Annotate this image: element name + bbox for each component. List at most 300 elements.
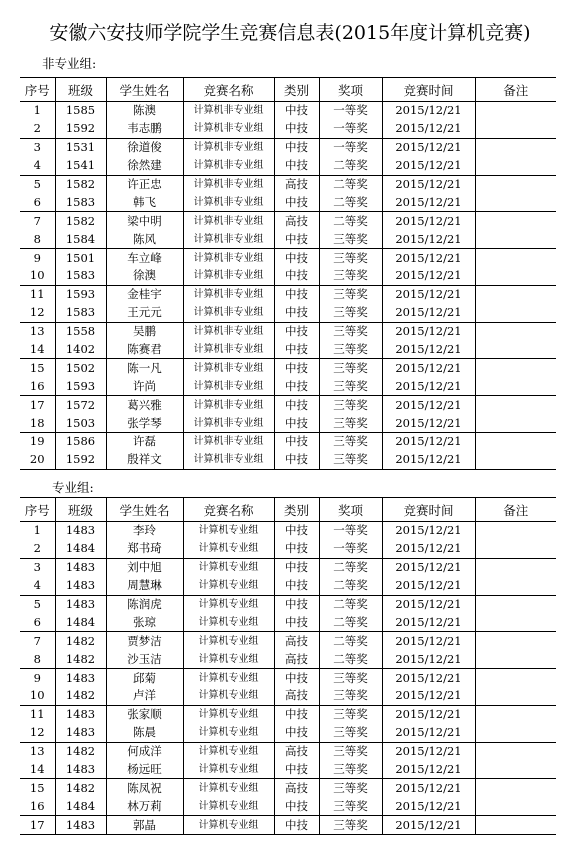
award-cell: 三等奖 bbox=[319, 377, 382, 395]
date-cell: 2015/12/21 bbox=[382, 212, 475, 230]
seq-cell: 8 bbox=[20, 650, 55, 668]
seq-cell: 20 bbox=[20, 451, 55, 469]
seq-cell: 5 bbox=[33, 177, 41, 191]
competition-cell: 计算机专业组 bbox=[183, 577, 274, 595]
remarks-cell bbox=[475, 157, 556, 175]
category-cell: 中技 bbox=[274, 359, 319, 377]
award-cell: 二等奖 bbox=[319, 193, 382, 211]
category-cell: 中技 bbox=[274, 433, 319, 451]
award-cell: 二等奖 bbox=[319, 175, 382, 193]
competition-cell: 计算机非专业组 bbox=[183, 451, 274, 469]
competition-cell: 计算机专业组 bbox=[183, 522, 274, 540]
date-cell: 2015/12/21 bbox=[382, 540, 475, 558]
category-cell: 中技 bbox=[274, 724, 319, 742]
name-cell: 周慧琳 bbox=[106, 577, 183, 595]
header-row bbox=[20, 498, 556, 522]
competition-cell: 计算机非专业组 bbox=[183, 285, 274, 303]
award-cell: 二等奖 bbox=[319, 157, 382, 175]
date-cell: 2015/12/21 bbox=[382, 632, 475, 650]
date-cell: 2015/12/21 bbox=[382, 816, 475, 835]
table-row bbox=[20, 433, 556, 451]
name-cell: 郭晶 bbox=[106, 816, 183, 835]
remarks-cell bbox=[475, 212, 556, 230]
table-row bbox=[20, 742, 556, 760]
category-cell: 中技 bbox=[274, 595, 319, 613]
award-cell: 一等奖 bbox=[319, 522, 382, 540]
category-cell: 中技 bbox=[274, 249, 319, 267]
date-cell: 2015/12/21 bbox=[382, 797, 475, 815]
remarks-cell bbox=[475, 650, 556, 668]
name-cell: 葛兴雅 bbox=[106, 396, 183, 414]
name-cell: 张学琴 bbox=[106, 414, 183, 432]
seq-cell: 11 bbox=[29, 707, 45, 722]
table-row bbox=[20, 341, 556, 359]
date-cell: 2015/12/21 bbox=[382, 377, 475, 395]
seq-cell: 5 bbox=[33, 597, 41, 611]
name-cell: 陈澳 bbox=[106, 102, 183, 120]
remarks-cell bbox=[475, 797, 556, 815]
date-cell: 2015/12/21 bbox=[382, 341, 475, 359]
category-cell: 中技 bbox=[274, 761, 319, 779]
name-cell: 徐澳 bbox=[106, 267, 183, 285]
class-cell: 1483 bbox=[55, 522, 106, 540]
seq-cell: 19 bbox=[29, 434, 45, 449]
date-cell: 2015/12/21 bbox=[382, 724, 475, 742]
table-row bbox=[20, 175, 556, 193]
class-cell: 1585 bbox=[55, 102, 106, 120]
category-cell: 中技 bbox=[274, 138, 319, 156]
remarks-cell bbox=[475, 669, 556, 687]
award-cell: 一等奖 bbox=[319, 102, 382, 120]
remarks-cell bbox=[475, 230, 556, 248]
remarks-cell bbox=[475, 433, 556, 451]
award-cell: 三等奖 bbox=[319, 322, 382, 340]
remarks-cell bbox=[475, 193, 556, 211]
table-row bbox=[20, 779, 556, 797]
table-row bbox=[20, 377, 556, 395]
header-cell: 竞赛名称 bbox=[183, 78, 274, 102]
name-cell: 张家顺 bbox=[106, 705, 183, 723]
class-cell: 1582 bbox=[55, 175, 106, 193]
award-cell: 三等奖 bbox=[319, 742, 382, 760]
remarks-cell bbox=[475, 540, 556, 558]
award-cell: 三等奖 bbox=[319, 669, 382, 687]
competition-cell: 计算机专业组 bbox=[183, 724, 274, 742]
remarks-cell bbox=[475, 613, 556, 631]
award-cell: 三等奖 bbox=[319, 761, 382, 779]
seq-cell: 13 bbox=[29, 324, 45, 339]
date-cell: 2015/12/21 bbox=[382, 779, 475, 797]
category-cell: 高技 bbox=[274, 650, 319, 668]
award-cell: 二等奖 bbox=[319, 577, 382, 595]
remarks-cell bbox=[475, 451, 556, 469]
award-cell: 三等奖 bbox=[319, 341, 382, 359]
name-cell: 陈润虎 bbox=[106, 595, 183, 613]
seq-cell: 9 bbox=[33, 250, 41, 265]
name-cell: 徐道俊 bbox=[106, 138, 183, 156]
document-title: 安徽六安技师学院学生竞赛信息表(2015年度计算机竞赛) bbox=[49, 22, 531, 44]
class-cell: 1483 bbox=[55, 577, 106, 595]
award-cell: 三等奖 bbox=[319, 359, 382, 377]
remarks-cell bbox=[475, 687, 556, 705]
table-row bbox=[20, 267, 556, 285]
category-cell: 中技 bbox=[274, 396, 319, 414]
date-cell: 2015/12/21 bbox=[382, 175, 475, 193]
seq-cell: 18 bbox=[20, 414, 55, 432]
award-cell: 二等奖 bbox=[319, 595, 382, 613]
non-major-table bbox=[20, 77, 556, 470]
remarks-cell bbox=[475, 138, 556, 156]
date-cell: 2015/12/21 bbox=[382, 761, 475, 779]
competition-cell: 计算机专业组 bbox=[183, 687, 274, 705]
table-row bbox=[20, 816, 556, 835]
table-row bbox=[20, 157, 556, 175]
class-cell: 1484 bbox=[55, 613, 106, 631]
name-cell: 郑书琦 bbox=[106, 540, 183, 558]
category-cell: 中技 bbox=[274, 102, 319, 120]
seq-cell: 2 bbox=[20, 540, 55, 558]
table-row bbox=[20, 558, 556, 576]
name-cell: 许尚 bbox=[106, 377, 183, 395]
competition-cell: 计算机非专业组 bbox=[183, 377, 274, 395]
header-cell: 奖项 bbox=[319, 78, 382, 102]
name-cell: 陈赛君 bbox=[106, 341, 183, 359]
category-cell: 中技 bbox=[274, 705, 319, 723]
class-cell: 1502 bbox=[55, 359, 106, 377]
competition-cell: 计算机非专业组 bbox=[183, 359, 274, 377]
competition-cell: 计算机专业组 bbox=[183, 558, 274, 576]
date-cell: 2015/12/21 bbox=[382, 193, 475, 211]
table-row bbox=[20, 540, 556, 558]
award-cell: 二等奖 bbox=[319, 558, 382, 576]
category-cell: 高技 bbox=[274, 742, 319, 760]
seq-cell: 16 bbox=[20, 377, 55, 395]
category-cell: 中技 bbox=[274, 230, 319, 248]
category-cell: 中技 bbox=[274, 322, 319, 340]
award-cell: 三等奖 bbox=[319, 267, 382, 285]
award-cell: 一等奖 bbox=[319, 120, 382, 138]
date-cell: 2015/12/21 bbox=[382, 249, 475, 267]
table-row bbox=[20, 724, 556, 742]
name-cell: 吴鹏 bbox=[106, 322, 183, 340]
seq-cell: 3 bbox=[33, 140, 41, 155]
name-cell: 陈风 bbox=[106, 230, 183, 248]
header-cell: 类别 bbox=[274, 78, 319, 102]
category-cell: 中技 bbox=[274, 341, 319, 359]
award-cell: 三等奖 bbox=[319, 304, 382, 322]
date-cell: 2015/12/21 bbox=[382, 138, 475, 156]
award-cell: 二等奖 bbox=[319, 632, 382, 650]
name-cell: 许正忠 bbox=[106, 175, 183, 193]
class-cell: 1482 bbox=[55, 742, 106, 760]
competition-cell: 计算机非专业组 bbox=[183, 322, 274, 340]
seq-cell: 15 bbox=[29, 360, 45, 375]
date-cell: 2015/12/21 bbox=[382, 705, 475, 723]
seq-cell: 6 bbox=[20, 613, 55, 631]
category-cell: 中技 bbox=[274, 451, 319, 469]
date-cell: 2015/12/21 bbox=[382, 613, 475, 631]
name-cell: 陈一凡 bbox=[106, 359, 183, 377]
remarks-cell bbox=[475, 304, 556, 322]
competition-cell: 计算机专业组 bbox=[183, 595, 274, 613]
table-row bbox=[20, 102, 556, 120]
table-row bbox=[20, 650, 556, 668]
class-cell: 1484 bbox=[55, 797, 106, 815]
name-cell: 殷祥文 bbox=[106, 451, 183, 469]
class-cell: 1483 bbox=[55, 816, 106, 835]
table-row bbox=[20, 414, 556, 432]
section-label-major: 专业组: bbox=[52, 480, 94, 495]
class-cell: 1558 bbox=[55, 322, 106, 340]
header-cell: 班级 bbox=[55, 498, 106, 522]
seq-cell: 14 bbox=[20, 761, 55, 779]
class-cell: 1483 bbox=[55, 558, 106, 576]
competition-cell: 计算机非专业组 bbox=[183, 304, 274, 322]
competition-cell: 计算机非专业组 bbox=[183, 120, 274, 138]
name-cell: 王元元 bbox=[106, 304, 183, 322]
competition-cell: 计算机非专业组 bbox=[183, 414, 274, 432]
competition-cell: 计算机专业组 bbox=[183, 540, 274, 558]
award-cell: 三等奖 bbox=[319, 285, 382, 303]
competition-cell: 计算机非专业组 bbox=[183, 102, 274, 120]
class-cell: 1503 bbox=[55, 414, 106, 432]
name-cell: 徐然建 bbox=[106, 157, 183, 175]
section-label-non-major: 非专业组: bbox=[42, 56, 97, 71]
seq-cell: 10 bbox=[20, 267, 55, 285]
header-cell: 备注 bbox=[475, 78, 556, 102]
table-row bbox=[20, 193, 556, 211]
remarks-cell bbox=[475, 595, 556, 613]
class-cell: 1483 bbox=[55, 705, 106, 723]
seq-cell: 11 bbox=[29, 287, 45, 302]
table-row bbox=[20, 230, 556, 248]
table-row bbox=[20, 359, 556, 377]
seq-cell: 12 bbox=[20, 304, 55, 322]
award-cell: 三等奖 bbox=[319, 433, 382, 451]
competition-cell: 计算机专业组 bbox=[183, 669, 274, 687]
seq-cell: 7 bbox=[33, 213, 41, 228]
name-cell: 卢洋 bbox=[106, 687, 183, 705]
name-cell: 李玲 bbox=[106, 522, 183, 540]
competition-cell: 计算机专业组 bbox=[183, 816, 274, 835]
remarks-cell bbox=[475, 341, 556, 359]
remarks-cell bbox=[475, 632, 556, 650]
name-cell: 韩飞 bbox=[106, 193, 183, 211]
name-cell: 韦志鹏 bbox=[106, 120, 183, 138]
category-cell: 高技 bbox=[274, 212, 319, 230]
category-cell: 中技 bbox=[274, 120, 319, 138]
competition-cell: 计算机非专业组 bbox=[183, 157, 274, 175]
remarks-cell bbox=[475, 120, 556, 138]
remarks-cell bbox=[475, 396, 556, 414]
remarks-cell bbox=[475, 414, 556, 432]
class-cell: 1582 bbox=[55, 212, 106, 230]
seq-cell: 14 bbox=[20, 341, 55, 359]
category-cell: 高技 bbox=[274, 632, 319, 650]
header-cell: 竞赛时间 bbox=[382, 78, 475, 102]
remarks-cell bbox=[475, 249, 556, 267]
table-row bbox=[20, 632, 556, 650]
date-cell: 2015/12/21 bbox=[382, 322, 475, 340]
competition-cell: 计算机专业组 bbox=[183, 613, 274, 631]
header-row bbox=[20, 78, 556, 102]
remarks-cell bbox=[475, 522, 556, 540]
remarks-cell bbox=[475, 175, 556, 193]
table-row bbox=[20, 396, 556, 414]
name-cell: 刘中旭 bbox=[106, 558, 183, 576]
date-cell: 2015/12/21 bbox=[382, 742, 475, 760]
award-cell: 二等奖 bbox=[319, 650, 382, 668]
class-cell: 1593 bbox=[55, 377, 106, 395]
class-cell: 1483 bbox=[55, 669, 106, 687]
class-cell: 1583 bbox=[55, 267, 106, 285]
award-cell: 一等奖 bbox=[319, 540, 382, 558]
name-cell: 林万莉 bbox=[106, 797, 183, 815]
class-cell: 1482 bbox=[55, 779, 106, 797]
category-cell: 高技 bbox=[274, 779, 319, 797]
header-cell: 竞赛名称 bbox=[183, 498, 274, 522]
seq-cell: 6 bbox=[20, 193, 55, 211]
table-row bbox=[20, 669, 556, 687]
name-cell: 杨远旺 bbox=[106, 761, 183, 779]
seq-cell: 9 bbox=[33, 670, 41, 685]
class-cell: 1402 bbox=[55, 341, 106, 359]
category-cell: 中技 bbox=[274, 797, 319, 815]
date-cell: 2015/12/21 bbox=[382, 414, 475, 432]
remarks-cell bbox=[475, 102, 556, 120]
seq-cell: 1 bbox=[33, 523, 41, 538]
date-cell: 2015/12/21 bbox=[382, 650, 475, 668]
competition-cell: 计算机非专业组 bbox=[183, 249, 274, 267]
category-cell: 中技 bbox=[274, 414, 319, 432]
class-cell: 1484 bbox=[55, 540, 106, 558]
remarks-cell bbox=[475, 779, 556, 797]
name-cell: 张琼 bbox=[106, 613, 183, 631]
competition-cell: 计算机非专业组 bbox=[183, 193, 274, 211]
seq-cell: 7 bbox=[33, 633, 41, 648]
seq-cell: 10 bbox=[20, 687, 55, 705]
table-row bbox=[20, 522, 556, 540]
date-cell: 2015/12/21 bbox=[382, 687, 475, 705]
category-cell: 中技 bbox=[274, 285, 319, 303]
category-cell: 中技 bbox=[274, 193, 319, 211]
category-cell: 中技 bbox=[274, 558, 319, 576]
table-row bbox=[20, 212, 556, 230]
date-cell: 2015/12/21 bbox=[382, 304, 475, 322]
class-cell: 1592 bbox=[55, 451, 106, 469]
category-cell: 中技 bbox=[274, 613, 319, 631]
category-cell: 中技 bbox=[274, 669, 319, 687]
name-cell: 车立峰 bbox=[106, 249, 183, 267]
class-cell: 1572 bbox=[55, 396, 106, 414]
seq-cell: 1 bbox=[33, 103, 41, 118]
remarks-cell bbox=[475, 377, 556, 395]
award-cell: 三等奖 bbox=[319, 230, 382, 248]
seq-cell: 17 bbox=[20, 816, 55, 835]
competition-cell: 计算机非专业组 bbox=[183, 175, 274, 193]
class-cell: 1482 bbox=[55, 650, 106, 668]
competition-cell: 计算机专业组 bbox=[183, 705, 274, 723]
award-cell: 三等奖 bbox=[319, 724, 382, 742]
class-cell: 1483 bbox=[55, 761, 106, 779]
category-cell: 中技 bbox=[274, 377, 319, 395]
header-cell: 奖项 bbox=[319, 498, 382, 522]
date-cell: 2015/12/21 bbox=[382, 577, 475, 595]
class-cell: 1592 bbox=[55, 120, 106, 138]
remarks-cell bbox=[475, 724, 556, 742]
award-cell: 三等奖 bbox=[319, 797, 382, 815]
date-cell: 2015/12/21 bbox=[382, 230, 475, 248]
award-cell: 二等奖 bbox=[319, 613, 382, 631]
name-cell: 陈晨 bbox=[106, 724, 183, 742]
award-cell: 一等奖 bbox=[319, 138, 382, 156]
seq-cell: 4 bbox=[20, 157, 55, 175]
class-cell: 1583 bbox=[55, 304, 106, 322]
class-cell: 1531 bbox=[55, 138, 106, 156]
date-cell: 2015/12/21 bbox=[382, 267, 475, 285]
table-row bbox=[20, 577, 556, 595]
date-cell: 2015/12/21 bbox=[382, 451, 475, 469]
category-cell: 中技 bbox=[274, 267, 319, 285]
seq-cell: 15 bbox=[29, 780, 45, 795]
date-cell: 2015/12/21 bbox=[382, 102, 475, 120]
name-cell: 邱菊 bbox=[106, 669, 183, 687]
header-cell: 班级 bbox=[55, 78, 106, 102]
seq-cell: 17 bbox=[29, 397, 45, 412]
award-cell: 三等奖 bbox=[319, 687, 382, 705]
remarks-cell bbox=[475, 359, 556, 377]
header-cell: 类别 bbox=[274, 498, 319, 522]
class-cell: 1483 bbox=[55, 595, 106, 613]
category-cell: 高技 bbox=[274, 687, 319, 705]
remarks-cell bbox=[475, 705, 556, 723]
class-cell: 1541 bbox=[55, 157, 106, 175]
header-cell: 备注 bbox=[475, 498, 556, 522]
competition-cell: 计算机专业组 bbox=[183, 779, 274, 797]
class-cell: 1482 bbox=[55, 632, 106, 650]
table-row bbox=[20, 761, 556, 779]
category-cell: 中技 bbox=[274, 157, 319, 175]
table-row bbox=[20, 249, 556, 267]
date-cell: 2015/12/21 bbox=[382, 669, 475, 687]
award-cell: 二等奖 bbox=[319, 212, 382, 230]
remarks-cell bbox=[475, 816, 556, 835]
competition-cell: 计算机专业组 bbox=[183, 797, 274, 815]
name-cell: 何成洋 bbox=[106, 742, 183, 760]
category-cell: 高技 bbox=[274, 175, 319, 193]
remarks-cell bbox=[475, 267, 556, 285]
date-cell: 2015/12/21 bbox=[382, 120, 475, 138]
name-cell: 许磊 bbox=[106, 433, 183, 451]
table-row bbox=[20, 451, 556, 469]
table-row bbox=[20, 797, 556, 815]
award-cell: 三等奖 bbox=[319, 414, 382, 432]
seq-cell: 3 bbox=[33, 560, 41, 575]
date-cell: 2015/12/21 bbox=[382, 157, 475, 175]
class-cell: 1583 bbox=[55, 193, 106, 211]
remarks-cell bbox=[475, 761, 556, 779]
table-row bbox=[20, 705, 556, 723]
category-cell: 中技 bbox=[274, 522, 319, 540]
remarks-cell bbox=[475, 742, 556, 760]
header-cell: 序号 bbox=[20, 498, 55, 522]
class-cell: 1483 bbox=[55, 724, 106, 742]
category-cell: 中技 bbox=[274, 540, 319, 558]
seq-cell: 8 bbox=[20, 230, 55, 248]
table-row bbox=[20, 120, 556, 138]
category-cell: 中技 bbox=[274, 816, 319, 835]
class-cell: 1586 bbox=[55, 433, 106, 451]
